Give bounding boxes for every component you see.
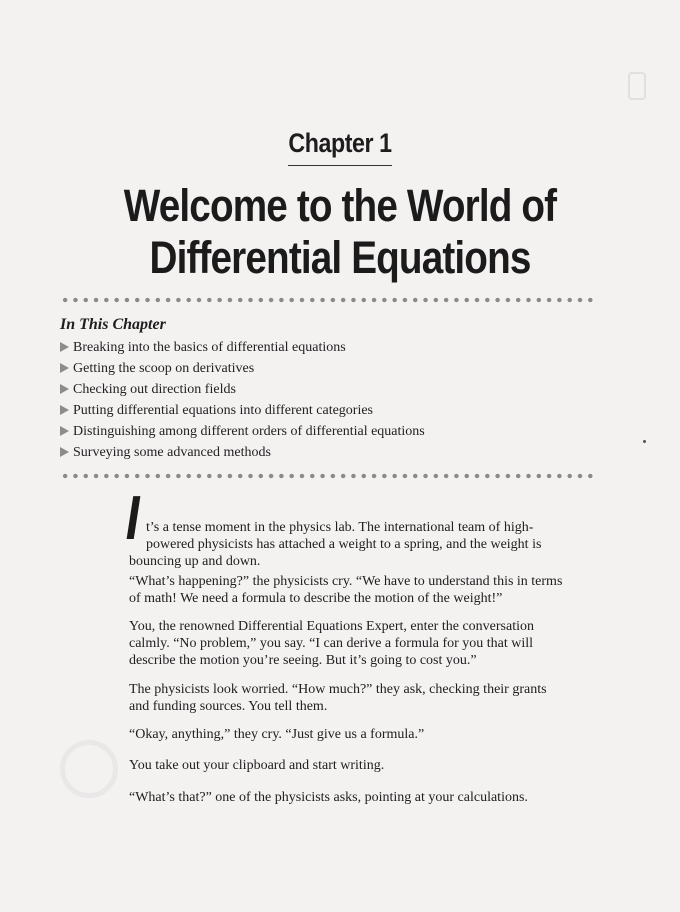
body-paragraph-4 (129, 681, 599, 715)
text-line: describe the motion you’re seeing. But it’s going to cost you.” (129, 653, 477, 668)
bullet-arrow-icon (60, 363, 69, 373)
text-line: bouncing up and down. (129, 554, 261, 569)
bullet-arrow-icon (60, 405, 69, 415)
body-paragraph-7 (129, 789, 599, 806)
chapter-number: Chapter 1 (288, 128, 392, 158)
body-paragraph-5 (129, 726, 599, 743)
bleed-through-icon (60, 740, 118, 798)
chapter-topics-list (60, 337, 425, 463)
list-item-text: Checking out direction fields (73, 382, 236, 397)
text-line: calmly. “No problem,” you say. “I can derive a formula for you that will (129, 636, 534, 651)
chapter-title-line-1: Welcome to the World of (123, 180, 557, 231)
chapter-underline (288, 165, 392, 166)
list-item-text: Getting the scoop on derivatives (73, 361, 255, 376)
text-line: You take out your clipboard and start writing. (129, 758, 385, 773)
body-paragraph-1 (129, 519, 596, 570)
bullet-arrow-icon (60, 342, 69, 352)
bleed-through-tab (628, 72, 646, 100)
text-line: and funding sources. You tell them. (129, 699, 328, 714)
bullet-arrow-icon (60, 384, 69, 394)
text-line: You, the renowned Differential Equations Expert, enter the conversation (129, 619, 534, 634)
text-line: t’s a tense moment in the physics lab. The international team of high- (146, 520, 534, 535)
list-item (60, 442, 425, 463)
list-item-text: Surveying some advanced methods (73, 445, 271, 460)
dotted-divider-top (60, 296, 596, 304)
text-line: powered physicists has attached a weight to a spring, and the weight is (146, 537, 542, 552)
body-paragraph-6 (129, 757, 599, 774)
bullet-arrow-icon (60, 426, 69, 436)
in-this-chapter-heading: In This Chapter (60, 316, 166, 333)
list-item (60, 358, 425, 379)
bullet-arrow-icon (60, 447, 69, 457)
list-item-text: Putting differential equations into different categories (73, 403, 374, 418)
text-line: “What’s that?” one of the physicists asks, pointing at your calculations. (129, 790, 528, 805)
list-item-text: Distinguishing among different orders of differential equations (73, 424, 425, 439)
text-line: “Okay, anything,” they cry. “Just give us a formula.” (129, 727, 425, 742)
text-line: of math! We need a formula to describe the motion of the weight!” (129, 591, 503, 606)
drop-cap: I (125, 484, 140, 553)
list-item (60, 400, 425, 421)
text-line: The physicists look worried. “How much?” they ask, checking their grants (129, 682, 547, 697)
body-paragraph-2 (129, 573, 599, 607)
list-item-text: Breaking into the basics of differential equations (73, 340, 346, 355)
paper-speck (643, 440, 646, 443)
list-item (60, 379, 425, 400)
dotted-divider-bottom (60, 472, 596, 480)
list-item (60, 421, 425, 442)
chapter-title (48, 180, 633, 284)
chapter-title-line-2: Differential Equations (149, 232, 531, 283)
body-paragraph-3 (129, 618, 599, 669)
text-line: “What’s happening?” the physicists cry. “We have to understand this in terms (129, 574, 563, 589)
list-item (60, 337, 425, 358)
